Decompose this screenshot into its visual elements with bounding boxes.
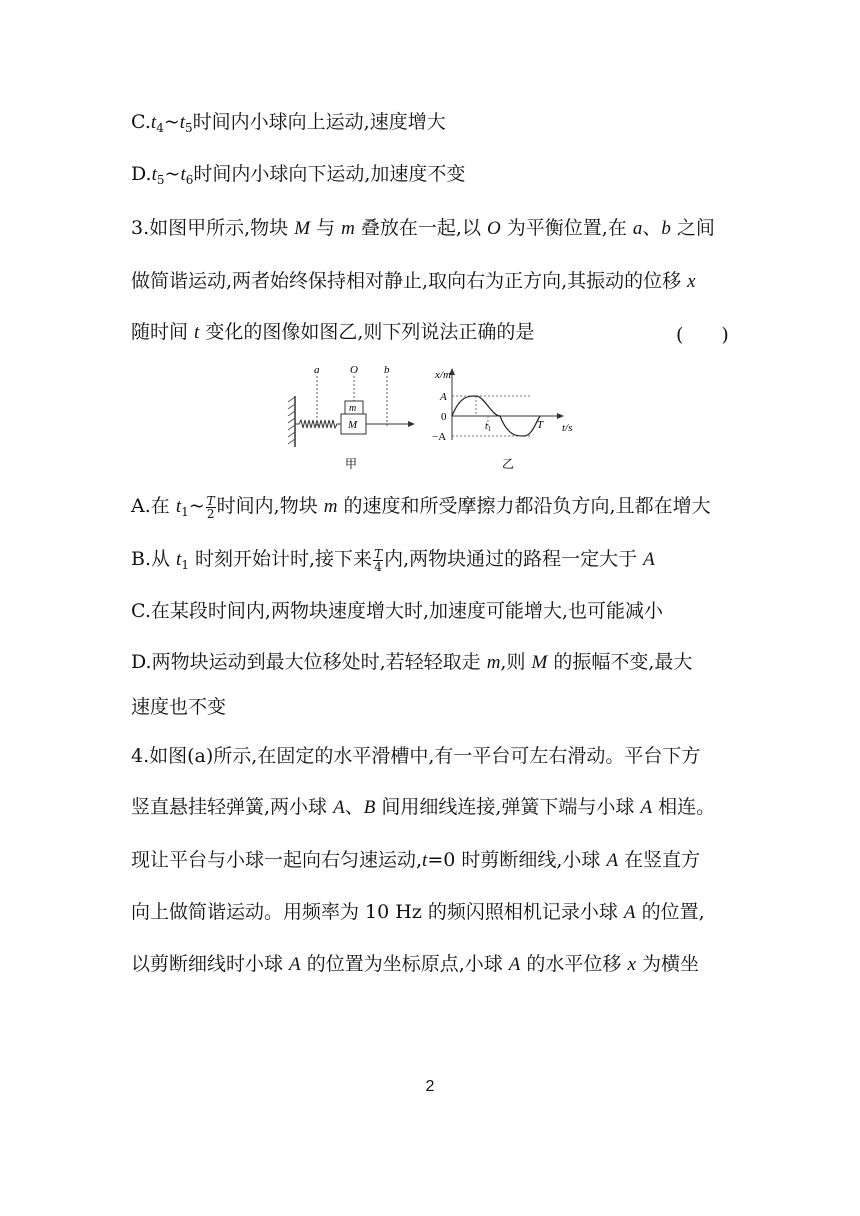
option-a: A.在 $t_1\sim$ $\frac{T}{2}$ 时间内,物块 m 的速度和所受摩擦力都沿负方向,且都在增大 [131,493,711,521]
page-number: 2 [425,1078,435,1095]
option-d-line-2: 速度也不变 [131,696,227,718]
label-T: T [537,419,544,431]
q3-line-1: 3.如图甲所示,物块 M 与 m 叠放在一起,以 O 为平衡位置,在 a、b 之间 [131,217,715,239]
svg-text:M: M [348,419,358,431]
label-negA: −A [432,431,447,443]
y-axis-label: x/m [435,369,451,381]
option-d: D.两物块运动到最大位移处时,若轻轻取走 m,则 M 的振幅不变,最大 [131,651,693,673]
q4-line-4: 向上做简谐运动。用频率为 10 Hz 的频闪照相机记录小球 A 的位置, [131,901,705,923]
q4-line-3: 现让平台与小球一起向右匀速运动,t=0 时剪断细线,小球 A 在竖直方 [131,849,701,871]
q4-line-2: 竖直悬挂轻弹簧,两小球 A、B 间用细线连接,弹簧下端与小球 A 相连。 [131,796,716,818]
label-t1: $t_1$ [485,421,492,433]
figure-yi [430,360,590,475]
option-d-prev: $D.t_5\sim t_6$时间内小球向下运动,加速度不变 [131,163,466,187]
label-jia: 甲 [345,457,358,471]
q4-line-1: 4.如图(a)所示,在固定的水平滑槽中,有一平台可左右滑动。平台下方 [131,745,701,767]
label-A: A [440,391,447,403]
label-O: O [350,364,358,376]
q4-line-5: 以剪断细线时小球 A 的位置为坐标原点,小球 A 的水平位移 x 为横坐 [131,953,699,975]
option-c-prev: $C.t_4\sim t_5$时间内小球向上运动,速度增大 [131,111,446,135]
q3-line-3: 随时间 t 变化的图像如图乙,则下列说法正确的是 [131,321,535,343]
q3-line-2: 做简谐运动,两者始终保持相对静止,取向右为正方向,其振动的位移 x [131,270,696,292]
svg-text:m: m [349,403,357,414]
x-axis-label: t/s [562,422,573,434]
option-b: B.从 $t_1$ 时刻开始计时,接下来 $\frac{T}{4}$ 内,两物块通过的路程一定大于 A [131,546,655,574]
label-b: b [384,364,390,376]
answer-parentheses: ( ) [676,324,729,346]
figure-jia [285,360,425,475]
label-zero: 0 [441,411,447,423]
label-yi: 乙 [502,457,515,471]
spring [295,420,341,428]
label-a: a [314,364,320,376]
option-c: C.在某段时间内,两物块速度增大时,加速度可能增大,也可能减小 [131,600,664,622]
